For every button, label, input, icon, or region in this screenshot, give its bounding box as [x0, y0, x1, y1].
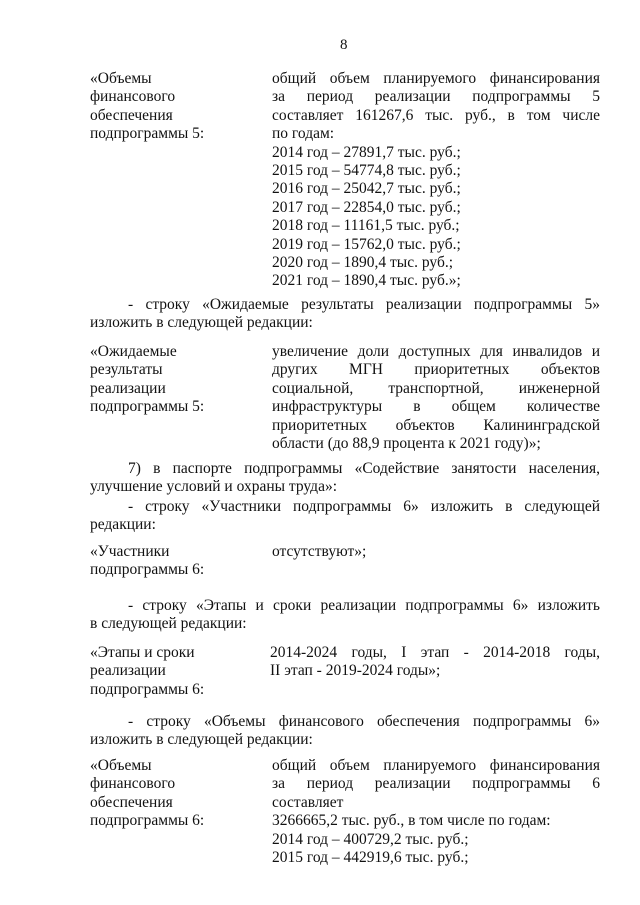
paragraph-expected-results-5: - строку «Ожидаемые результаты реализации подпрограммы 5» изложить в следующей редакции: — [90, 296, 600, 332]
row-label: «Участники подпрограммы 6: — [90, 543, 205, 579]
row-value: общий объем планируемого финансирования за период реализации подпрограммы 5 составляет 161267,6 тыс. руб., в том числе по годам: 2014 год – 27891,7 тыс. руб.; 2015 год – 54774,8 тыс. руб.; 2016 год – 25042,7 тыс. руб.; 2017 год – 22854,0 тыс. руб.; 2018 год – 11161,5 тыс. руб.; 2019 год – 15762,0 тыс. руб.; 2020 год – 1890,4 тыс. руб.; 2021 год – 1890,4 тыс. руб.»; — [272, 70, 600, 290]
row-value: отсутствуют»; — [272, 543, 367, 560]
row-value: общий объем планируемого финансирования за период реализации подпрограммы 6 составляет 3266665,2 тыс. руб., в том числе по годам: 2014 год – 400729,2 тыс. руб.; 2015 год – 442919,6 тыс. руб.; — [272, 757, 600, 867]
row-label: «Ожидаемые результаты реализации подпрограммы 5: — [90, 343, 205, 416]
paragraph-section-7: 7) в паспорте подпрограммы «Содействие занятости населения, улучшение условий и охраны труда»: — [90, 460, 600, 496]
row-label: «Этапы и сроки реализации подпрограммы 6: — [90, 644, 205, 698]
row-value: 2014-2024 годы, I этап - 2014-2018 годы, II этап - 2019-2024 годы»; — [270, 644, 600, 680]
row-label: «Объемы финансового обеспечения подпрограммы 6: — [90, 757, 205, 830]
paragraph-participants-6: - строку «Участники подпрограммы 6» изложить в следующей редакции: — [90, 498, 600, 534]
paragraph-funding-6: - строку «Объемы финансового обеспечения подпрограммы 6» изложить в следующей редакции: — [90, 713, 600, 749]
paragraph-stages-6: - строку «Этапы и сроки реализации подпрограммы 6» изложить в следующей редакции: — [90, 597, 600, 633]
page-number: 8 — [340, 37, 348, 53]
row-value: увеличение доли доступных для инвалидов и других МГН приоритетных объектов социальной, транспортной, инженерной инфраструктуры в общем количестве приоритетных объектов Калининградской области (до 88,9 процента к 2021 году)»; — [272, 343, 600, 453]
row-label: «Объемы финансового обеспечения подпрограммы 5: — [90, 70, 205, 143]
